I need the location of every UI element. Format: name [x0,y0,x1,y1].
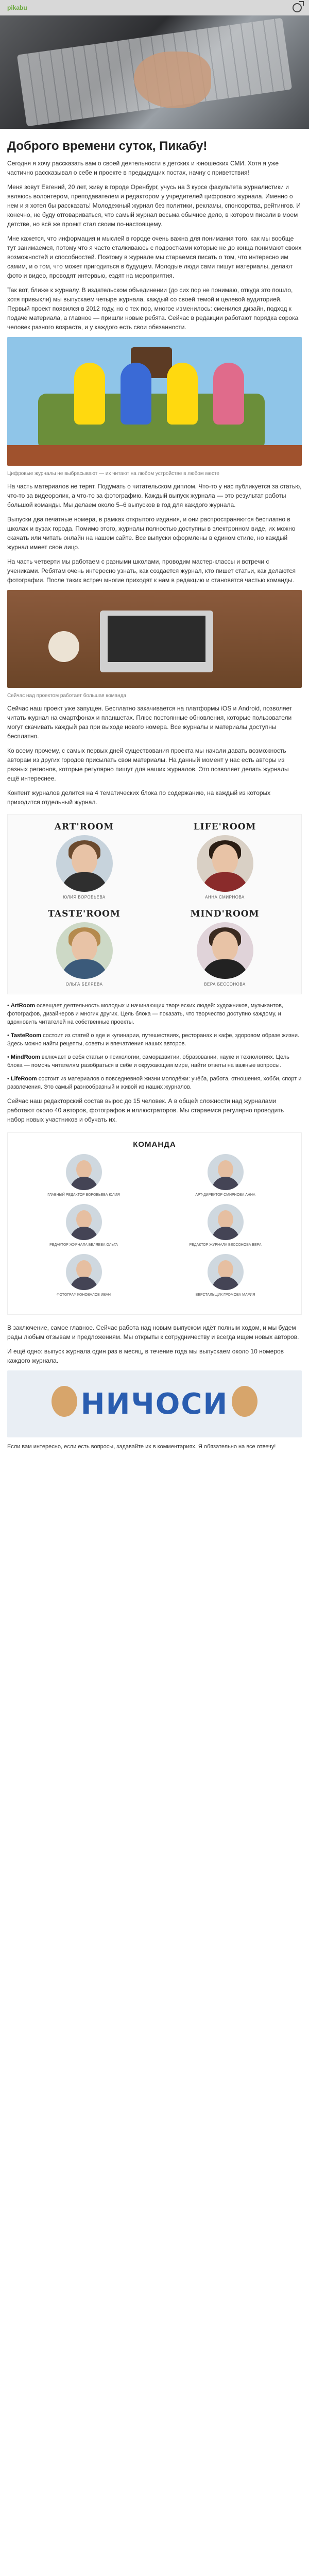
post-title: Доброго времени суток, Пикабу! [7,139,208,153]
avatar-face [218,1160,233,1179]
final-logo-photo [7,1370,302,1437]
avatar [208,1254,244,1290]
body-paragraph: И ещё одно: выпуск журнала один раз в месяц, в течение года мы выпускаем около 10 номеров каждого журнала. [7,1348,284,1364]
magazine-name: MindRoom [10,1054,40,1060]
intro-paragraph-1: Сегодня я хочу рассказать вам о своей деятельности в детских и юношеских СМИ. Хотя я уже частично рассказывал о себе и проекте в предыдущих постах, начну с приветствия! [7,160,279,176]
avatar [66,1254,102,1290]
magazine-text: состоит из материалов о повседневной жизни молодёжи: учёба, работа, отношения, хобби, спорт и развлечения. Это самый разнообразный и живой из наших журналов. [7,1076,302,1090]
avatar-body [70,1177,98,1190]
magazine-card[interactable] [23,909,145,987]
intro-paragraph-2: Меня зовут Евгений, 20 лет, живу в городе Оренбург, учусь на 3 курсе факультета журналистики и являюсь волонтером, преподавателем и редактором у учредителей цифрового журнала. Именно о нем и я хотел бы рассказать! Молодежный журнал без политики, рекламы, спонсорства, рейтингов. И конечно, не буду отговариваться, что самый журнал весьма обычное дело, в котором писали в моем детстве, но всё же проект стал своим по-настоящему. [7,183,301,228]
magazine-title: ART'ROOM [54,822,114,832]
avatar [197,922,253,979]
body-paragraph: На часть четверти мы работаем с разными школами, проводим мастер-классы и встречи с учениками. Ребятам очень интересно узнать, как создается журнал, кто пишет статьи, как делаются фотографии. После таких встреч многие приходят к нам в редакцию и становятся частью команды. [7,558,296,584]
magazine-name: ArtRoom [10,1003,35,1009]
avatar [197,835,253,892]
hero-photo [0,15,309,129]
team-member-name: АРТ-ДИРЕКТОР СМИРНОВА АННА [195,1193,255,1197]
face-shape [52,1386,77,1417]
photo-caption: Сейчас над проектом работает большая команда [7,693,126,699]
laptop-screen-shape [108,616,205,662]
outro-paragraph: Если вам интересно, если есть вопросы, задавайте их в комментариях. Я обязательно на все отвечу! [7,1444,276,1450]
avatar-body [70,1227,98,1240]
avatar [66,1204,102,1240]
body-paragraph: Контент журналов делится на 4 тематических блока по содержанию, на каждый из которых приходится отдельный журнал. [7,789,271,806]
magazine-person: ЮЛИЯ ВОРОБЬЕВА [63,895,106,900]
magazine-grid [7,814,302,994]
magazine-name: TasteRoom [10,1032,42,1039]
team-member [187,1254,264,1297]
magazine-description: • ArtRoom освещает деятельность молодых и начинающих творческих людей: художников, музыкантов, фотографов, дизайнеров и многих других. Цель блока — показать, что творчество доступно каждому, и вдохновить читателей на собственные проекты. [7,1003,284,1025]
avatar-face [218,1260,233,1279]
body-paragraph: На часть материалов не терят. Подумать о читательском диплом. Что-то у нас публикуется за статью, что-то за видеоролик, а что-то за фотографию. Каждый выпуск журнала — это результат работы большой команды. Мы делаем около 5–6 выпусков в год для каждого журнала. [7,483,302,509]
character-shape [74,363,105,425]
avatar-body [212,1227,239,1240]
magazine-card[interactable] [164,822,286,900]
avatar [56,835,113,892]
magazine-title: LIFE'ROOM [193,822,256,832]
team-block [7,1132,302,1315]
avatar-body [212,1177,239,1190]
character-shape [213,363,244,425]
magazine-text: освещает деятельность молодых и начинающих творческих людей: художников, музыкантов, фотографов, дизайнеров и многих других. Цель блока — показать, что творчество доступно каждому, и вдохновить читателей на собственные проекты. [7,1003,284,1025]
avatar-face [218,1210,233,1229]
team-member-name: ВЕРСТАЛЬЩИК ГРОМОВА МАРИЯ [195,1293,255,1297]
coffee-cup-shape [48,631,79,662]
avatar-face [76,1260,92,1279]
avatar [208,1204,244,1240]
team-member [45,1254,123,1297]
avatar-face [76,1210,92,1229]
magazine-text: состоит из статей о еде и кулинарии, путешествиях, ресторанах и кафе, здоровом образе жизни. Здесь можно найти рецепты, советы и впечатления наших авторов. [7,1032,300,1047]
magazine-title: TASTE'ROOM [48,909,121,919]
magazine-description: • TasteRoom состоит из статей о еде и кулинарии, путешествиях, ресторанах и кафе, здоровом образе жизни. Здесь можно найти рецепты, советы и впечатления наших авторов. [7,1032,300,1047]
male-gender-icon [293,3,302,12]
face-shape [232,1386,258,1417]
magazine-person: АННА СМИРНОВА [205,895,245,900]
avatar-body [202,872,248,892]
team-row [13,1154,296,1197]
magazine-card[interactable] [23,822,145,900]
avatar-body [61,872,108,892]
avatar-body [70,1277,98,1290]
site-header [0,0,309,15]
avatar-body [202,959,248,979]
team-member-name: РЕДАКТОР ЖУРНАЛА БЕЛЯЕВА ОЛЬГА [49,1243,118,1247]
site-logo[interactable]: pikabu [7,4,27,11]
team-row [13,1254,296,1297]
intro-paragraph-4: Так вот, ближе к журналу. В издательском объединении (до сих пор не понимаю, откуда это пошло, хотя привыкли) мы выпускаем четыре журнала, каждый со своей темой и целевой аудиторией. Первый проект появился в 2012 году, но с тех пор, многое изменилось: сменился дизайн, подход к подаче материала, а главное — пришли новые ребята. Сейчас в редакции работают порядка сорока человек разного возраста, и у каждого есть свои обязанности. [7,286,299,331]
magazine-text: включает в себя статьи о психологии, саморазвитии, образовании, науке и технологиях. Цель блока — помочь читателям разобраться в себе и окружающем мире, найти ответы на важные вопросы. [7,1054,289,1069]
team-member-name: ГЛАВНЫЙ РЕДАКТОР ВОРОБЬЕВА ЮЛИЯ [47,1193,120,1197]
body-paragraph: Сейчас наш редакторский состав вырос до 15 человек. А в общей сложности над журналами работают около 40 авторов, фотографов и иллюстраторов. Мы стараемся регулярно проводить набор новых участников и обучать их. [7,1097,284,1123]
team-member [187,1204,264,1247]
magazine-description: • LifeRoom состоит из материалов о повседневной жизни молодёжи: учёба, работа, отношения, хобби, спорт и развлечения. Это самый разнообразный и живой из наших журналов. [7,1076,302,1090]
body-paragraph: Выпуски два печатные номера, в рамках открытого издания, и они распространяются бесплатно в школах и вузах города. Помимо этого, журналы полностью доступны в электронном виде, их можно скачать или читать онлайн на нашем сайте. Все выпуски оформлены в едином стиле, но каждый журнал имеет своё лицо. [7,516,296,551]
body-paragraph: Сейчас наш проект уже запущен. Бесплатно закачивается на платформы iOS и Android, позволяет читать журнал на смартфонах и планшетах. Плюс постоянные обновления, которые пользователи могут скачивать каждый раз при выходе нового номера. Все журналы и материалы доступны бесплатно. [7,705,293,740]
avatar [56,922,113,979]
magazine-person: ВЕРА БЕССОНОВА [204,982,246,987]
magazine-title: MIND'ROOM [190,909,260,919]
body-paragraph: Ко всему прочему, с самых первых дней существования проекта мы начали давать возможность авторам из других городов присылать свои материалы. На данный момент у нас есть авторы из разных регионов, которые регулярно пишут для наших журналов. Это позволяет делать журналы ещё интереснее. [7,747,289,782]
laptop-photo [7,590,302,688]
character-shape [121,363,151,425]
avatar [208,1154,244,1190]
magazine-description: • MindRoom включает в себя статьи о психологии, саморазвитии, образовании, науке и технологиях. Цель блока — помочь читателям разобраться в себе и окружающем мире, найти ответы на важные вопросы. [7,1054,289,1069]
avatar-body [61,959,108,979]
avatar-face [76,1160,92,1179]
avatar-face [212,931,238,962]
team-row [13,1204,296,1247]
final-logo-text: НИЧОСИ [80,1387,229,1421]
team-member [187,1154,264,1197]
avatar-face [72,844,97,875]
magazine-person: ОЛЬГА БЕЛЯЕВА [65,982,103,987]
photo-caption: Цифровые журналы не выбрасывают — их читают на любом устройстве в любом месте [7,471,219,477]
floor-shape [7,445,302,466]
avatar-face [72,931,97,962]
team-title: КОМАНДА [133,1140,176,1149]
magazine-name: LifeRoom [10,1076,37,1082]
team-member [45,1204,123,1247]
intro-paragraph-3: Мне кажется, что информация и мыслей в городе очень важна для понимания того, как мы вообще тут занимаемся, потому что я часто сталкиваюсь с подростками которые не до конца понимают своих возможностей и способностей. Поэтому в журнале мы стараемся писать о том, что интересно им самим, и о том, что может пригодиться в будущем. Молодые люди сами пишут материалы, делают фото и видео, проводят интервью, ездят на мероприятия. [7,235,302,279]
avatar [66,1154,102,1190]
avatar-body [212,1277,239,1290]
character-shape [167,363,198,425]
team-member-name: ФОТОГРАФ КОНОВАЛОВ ИВАН [57,1293,111,1297]
magazine-card[interactable] [164,909,286,987]
team-member [45,1154,123,1197]
simpsons-photo [7,337,302,466]
team-member-name: РЕДАКТОР ЖУРНАЛА БЕССОНОВА ВЕРА [189,1243,262,1247]
body-paragraph: В заключение, самое главное. Сейчас работа над новым выпуском идёт полным ходом, и мы будем рады любым отзывам и предложениям. Мы открыты к сотрудничеству и всегда ищем новых авторов. [7,1324,299,1341]
avatar-face [212,844,238,875]
